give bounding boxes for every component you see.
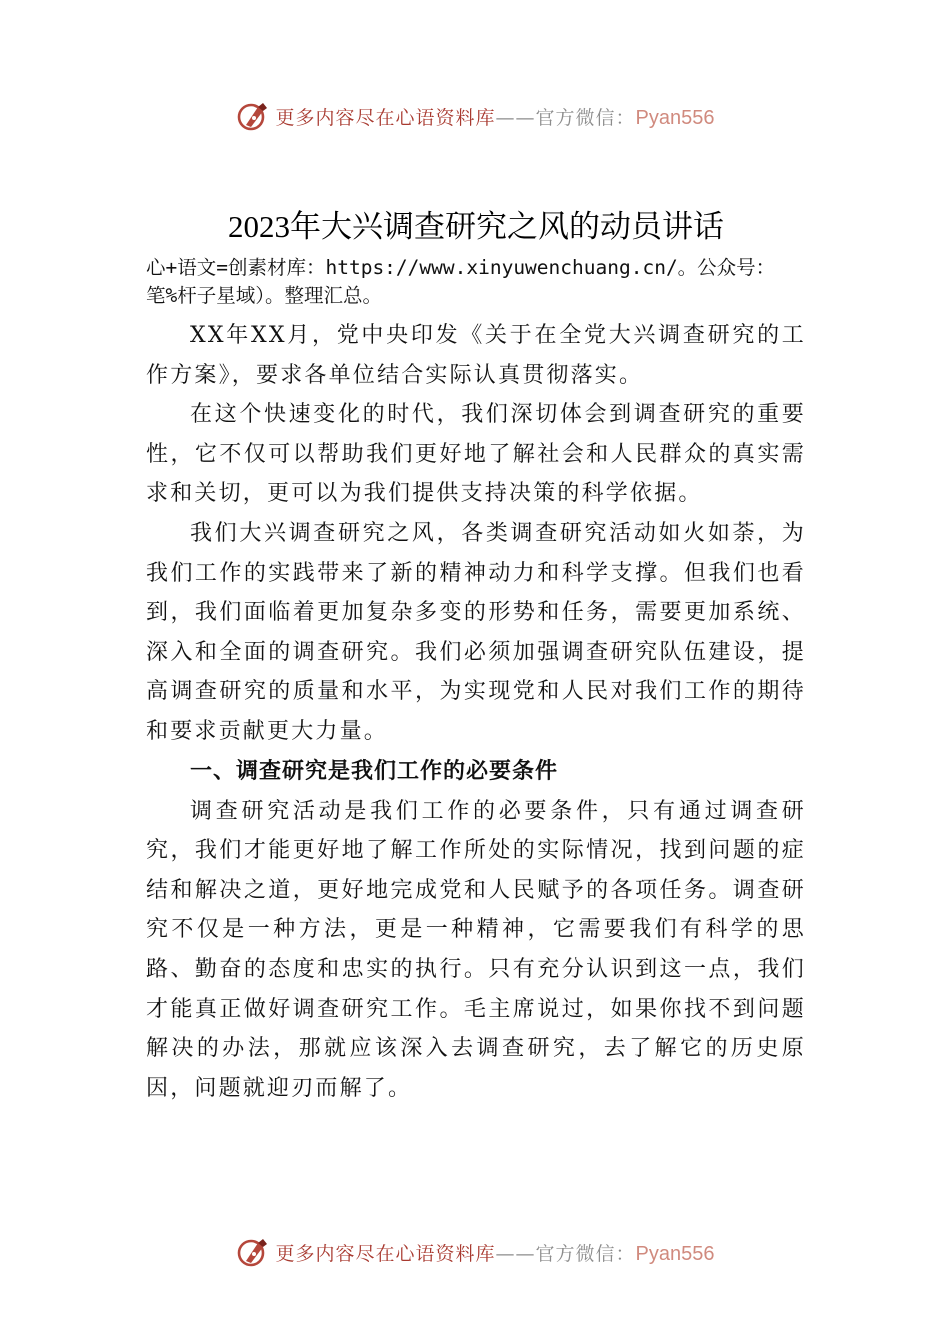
pen-nib-logo-icon	[236, 99, 270, 133]
banner-text	[276, 1239, 715, 1266]
section-1-heading: 一、调查研究是我们工作的必要条件	[190, 758, 559, 784]
banner-wechat-label: 官方微信：	[535, 1242, 636, 1265]
paragraph-2: 在这个快速变化的时代，我们深切体会到调查研究的重要性，它不仅可以帮助我们更好地了解社会和人民群众的真实需求和关切，更可以为我们提供支持决策的科学依据。	[146, 402, 806, 507]
paragraph-3: 我们大兴调查研究之风，各类调查研究活动如火如荼，为我们工作的实践带来了新的精神动力和科学支撑。但我们也看到，我们面临着更加复杂多变的形势和任务，需要更加系统、深入和全面的调查研究。我们必须加强调查研究队伍建设，提高调查研究的质量和水平，为实现党和人民对我们工作的期待和要求贡献更大力量。	[146, 520, 806, 744]
pen-nib-logo-icon	[236, 1235, 270, 1269]
header-banner-content	[236, 99, 715, 133]
banner-main-text: 更多内容尽在心语资料库	[275, 1242, 496, 1265]
banner-main-text: 更多内容尽在心语资料库	[275, 106, 496, 129]
banner-dash: ——	[495, 1242, 536, 1265]
banner-wechat-label: 官方微信：	[535, 106, 636, 129]
document-body	[146, 200, 806, 1108]
paragraph-1: XX年XX月，党中央印发《关于在全党大兴调查研究的工作方案》，要求各单位结合实际认真贯彻落实。	[146, 323, 806, 388]
footer-banner	[0, 1232, 950, 1272]
footer-banner-content	[236, 1235, 715, 1269]
banner-text	[276, 103, 715, 130]
banner-wechat-id: Pyan556	[635, 1242, 715, 1265]
banner-wechat-id: Pyan556	[635, 106, 715, 129]
section-1-paragraph: 调查研究活动是我们工作的必要条件，只有通过调查研究，我们才能更好地了解工作所处的实际情况，找到问题的症结和解决之道，更好地完成党和人民赋予的各项任务。调查研究不仅是一种方法，更是一种精神，它需要我们有科学的思路、勤奋的态度和忠实的执行。只有充分认识到这一点，我们才能真正做好调查研究工作。毛主席说过，如果你找不到问题解决的办法，那就应该深入去调查研究，去了解它的历史原因，问题就迎刃而解了。	[146, 798, 806, 1101]
document-title: 2023年大兴调查研究之风的动员讲话	[228, 209, 724, 244]
banner-dash: ——	[495, 106, 536, 129]
source-note: 心+语文=创素材库：https://www.xinyuwenchuang.cn/。公众号：笔%杆子星域）。整理汇总。	[146, 256, 776, 307]
header-banner	[0, 96, 950, 136]
